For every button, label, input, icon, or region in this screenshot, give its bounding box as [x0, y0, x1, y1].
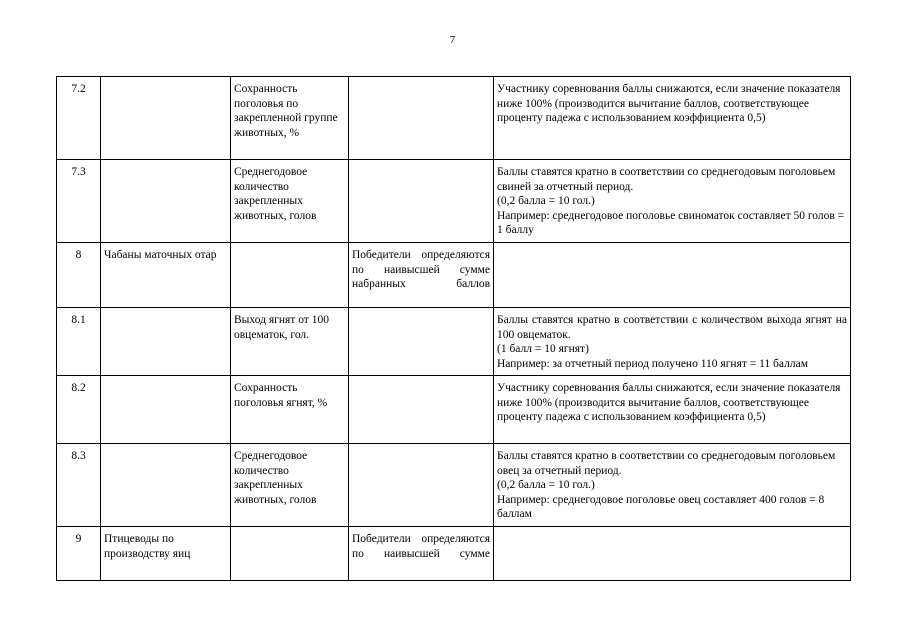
method-cell: [494, 308, 851, 376]
table-row: [57, 77, 851, 160]
indicator-cell: Выход ягнят от 100 овцематок, гол.: [231, 308, 349, 376]
winners-cell: [349, 160, 494, 243]
row-number: 8: [57, 243, 101, 308]
winners-cell: Победители определяются по наивысшей сумме: [349, 527, 494, 581]
group-cell: [101, 376, 231, 444]
method-text: Баллы ставятся кратно в соответствии со среднегодовым поголовьем овец за отчетный период.: [497, 450, 836, 477]
group-cell: [101, 308, 231, 376]
table-row: [57, 444, 851, 527]
method-ratio: (1 балл = 10 ягнят): [497, 343, 589, 355]
method-cell: [494, 376, 851, 444]
method-ratio: (0,2 балла = 10 гол.): [497, 479, 595, 491]
group-cell: [101, 444, 231, 527]
row-number: 7.2: [57, 77, 101, 160]
method-cell: [494, 77, 851, 160]
table-row: [57, 527, 851, 581]
method-text: Баллы ставятся кратно в соответствии со среднегодовым поголовьем свиней за отчетный период.: [497, 166, 836, 193]
winners-cell: [349, 77, 494, 160]
method-cell: [494, 160, 851, 243]
method-cell: [494, 444, 851, 527]
page-number: 7: [449, 34, 456, 46]
method-example: Например: за отчетный период получено 110 ягнят = 11 баллам: [497, 357, 808, 370]
indicator-cell: Среднегодовое количество закрепленных животных, голов: [231, 444, 349, 527]
winners-cell: [349, 444, 494, 527]
winners-cell: [349, 376, 494, 444]
method-ratio: (0,2 балла = 10 гол.): [497, 195, 595, 207]
method-text: Баллы ставятся кратно в соответствии с количеством выхода ягнят на 100 овцематок.: [497, 314, 847, 341]
method-text: Участнику соревнования баллы снижаются, если значение показателя ниже 100% (производится вычитание баллов, соответствующее проценту падежа с использованием коэффициента 0,5): [497, 382, 841, 423]
group-cell: Птицеводы по производству яиц: [101, 527, 231, 581]
indicator-cell: [231, 243, 349, 308]
indicator-cell: [231, 527, 349, 581]
winners-cell: [349, 308, 494, 376]
group-cell: [101, 77, 231, 160]
method-example: Например: среднегодовое поголовье свиноматок составляет 50 голов = 1 баллу: [497, 209, 845, 236]
group-cell: [101, 160, 231, 243]
indicator-cell: Сохранность поголовья ягнят, %: [231, 376, 349, 444]
method-text: Участнику соревнования баллы снижаются, если значение показателя ниже 100% (производится вычитание баллов, соответствующее проценту падежа с использованием коэффициента 0,5): [497, 83, 841, 124]
method-example: Например: среднегодовое поголовье овец составляет 400 голов = 8 баллам: [497, 493, 825, 520]
row-number: 8.2: [57, 376, 101, 444]
row-number: 8.1: [57, 308, 101, 376]
table-row: [57, 160, 851, 243]
row-number: 9: [57, 527, 101, 581]
method-cell: [494, 243, 851, 308]
row-number: 8.3: [57, 444, 101, 527]
method-cell: [494, 527, 851, 581]
criteria-table: [56, 76, 851, 581]
indicator-cell: Сохранность поголовья по закрепленной группе животных, %: [231, 77, 349, 160]
table-row: [57, 376, 851, 444]
table-row: [57, 308, 851, 376]
group-cell: Чабаны маточных отар: [101, 243, 231, 308]
row-number: 7.3: [57, 160, 101, 243]
indicator-cell: Среднегодовое количество закрепленных животных, голов: [231, 160, 349, 243]
table-row: [57, 243, 851, 308]
winners-cell: Победители определяются по наивысшей сумме набранных баллов: [349, 243, 494, 308]
